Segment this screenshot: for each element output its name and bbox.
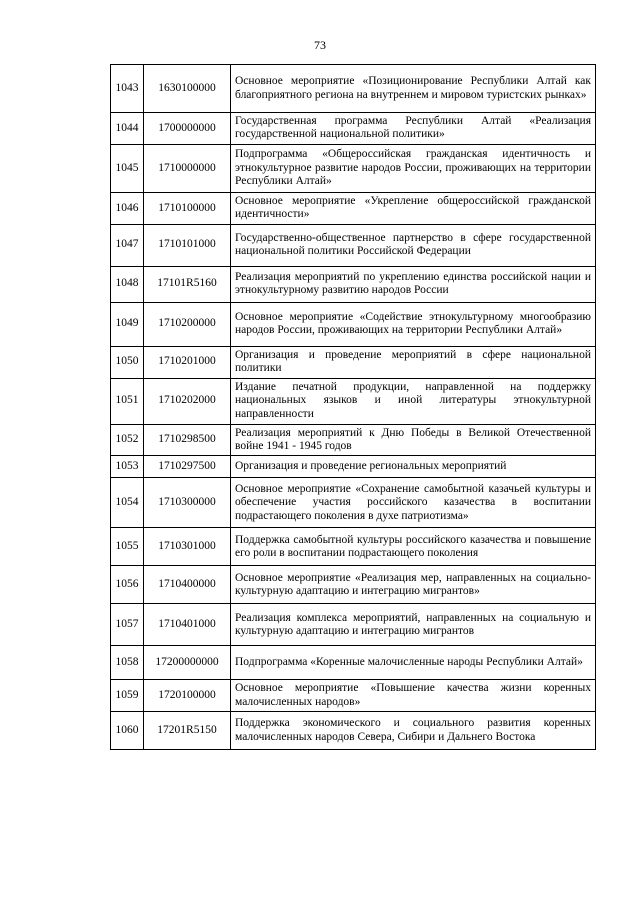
- classification-code: 1700000000: [144, 113, 231, 145]
- expenditure-name: Основное мероприятие «Содействие этнокультурному многообразию народов России, проживающих на территории Республики Алтай»: [231, 302, 596, 346]
- expenditure-name: Реализация мероприятий по укреплению единства российской нации и этнокультурному развитию народов России: [231, 266, 596, 302]
- table-row: [111, 604, 596, 646]
- table-row: [111, 646, 596, 680]
- table-row: [111, 266, 596, 302]
- row-number: 1049: [111, 302, 144, 346]
- classification-code: 17200000000: [144, 646, 231, 680]
- row-number: 1057: [111, 604, 144, 646]
- classification-code: 17101R5160: [144, 266, 231, 302]
- classification-code: 1710301000: [144, 528, 231, 566]
- table-row: [111, 424, 596, 456]
- row-number: 1052: [111, 424, 144, 456]
- table-row: [111, 302, 596, 346]
- table-row: [111, 144, 596, 192]
- expenditure-name: Основное мероприятие «Повышение качества жизни коренных малочисленных народов»: [231, 680, 596, 712]
- expenditure-name: Основное мероприятие «Укрепление общероссийской гражданской идентичности»: [231, 192, 596, 224]
- classification-code: 1710400000: [144, 566, 231, 604]
- table-row: [111, 113, 596, 145]
- expenditure-name: Основное мероприятие «Сохранение самобытной казачьей культуры и обеспечение участия российского казачества в воспитании подрастающего поколения в духе патриотизма»: [231, 478, 596, 528]
- row-number: 1056: [111, 566, 144, 604]
- table-row: [111, 224, 596, 266]
- row-number: 1055: [111, 528, 144, 566]
- expenditure-name: Основное мероприятие «Реализация мер, направленных на социально-культурную адаптацию и интеграцию мигрантов»: [231, 566, 596, 604]
- classification-code: 1710202000: [144, 378, 231, 424]
- row-number: 1050: [111, 346, 144, 378]
- table-row: [111, 566, 596, 604]
- table-row: [111, 192, 596, 224]
- classification-code: 1710201000: [144, 346, 231, 378]
- classification-code: 1710297500: [144, 456, 231, 478]
- expenditure-name: Государственно-общественное партнерство в сфере государственной национальной политики Российской Федерации: [231, 224, 596, 266]
- expenditure-name: Реализация мероприятий к Дню Победы в Великой Отечественной войне 1941 - 1945 годов: [231, 424, 596, 456]
- classification-code: 1720100000: [144, 680, 231, 712]
- table-row: [111, 378, 596, 424]
- classification-code: 17201R5150: [144, 712, 231, 750]
- table-body: [111, 65, 596, 750]
- expenditure-name: Подпрограмма «Коренные малочисленные народы Республики Алтай»: [231, 646, 596, 680]
- expenditure-name: Поддержка самобытной культуры российского казачества и повышение его роли в воспитании подрастающего поколения: [231, 528, 596, 566]
- row-number: 1048: [111, 266, 144, 302]
- expenditure-name: Государственная программа Республики Алтай «Реализация государственной национальной политики»: [231, 113, 596, 145]
- table-row: [111, 346, 596, 378]
- row-number: 1053: [111, 456, 144, 478]
- table-row: [111, 680, 596, 712]
- expenditure-name: Организация и проведение региональных мероприятий: [231, 456, 596, 478]
- classification-code: 1710298500: [144, 424, 231, 456]
- classification-code: 1710000000: [144, 144, 231, 192]
- row-number: 1058: [111, 646, 144, 680]
- table-row: [111, 478, 596, 528]
- row-number: 1044: [111, 113, 144, 145]
- expenditure-name: Издание печатной продукции, направленной на поддержку национальных языков и иной литературы этнокультурной направленности: [231, 378, 596, 424]
- expenditure-name: Подпрограмма «Общероссийская гражданская идентичность и этнокультурное развитие народов России, проживающих на территории Республики Алтай»: [231, 144, 596, 192]
- expenditure-name: Реализация комплекса мероприятий, направленных на социальную и культурную адаптацию и интеграцию мигрантов: [231, 604, 596, 646]
- classification-code: 1710401000: [144, 604, 231, 646]
- expenditure-name: Организация и проведение мероприятий в сфере национальной политики: [231, 346, 596, 378]
- page-number: 73: [314, 38, 326, 52]
- expenditure-name: Поддержка экономического и социального развития коренных малочисленных народов Севера, Сибири и Дальнего Востока: [231, 712, 596, 750]
- row-number: 1051: [111, 378, 144, 424]
- classification-code: 1710300000: [144, 478, 231, 528]
- row-number: 1059: [111, 680, 144, 712]
- row-number: 1054: [111, 478, 144, 528]
- budget-codes-table: [110, 64, 596, 750]
- table-row: [111, 456, 596, 478]
- table-row: [111, 528, 596, 566]
- row-number: 1045: [111, 144, 144, 192]
- row-number: 1046: [111, 192, 144, 224]
- row-number: 1060: [111, 712, 144, 750]
- row-number: 1047: [111, 224, 144, 266]
- row-number: 1043: [111, 65, 144, 113]
- table-row: [111, 712, 596, 750]
- expenditure-name: Основное мероприятие «Позиционирование Республики Алтай как благоприятного региона на внутреннем и мировом туристских рынках»: [231, 65, 596, 113]
- classification-code: 1710200000: [144, 302, 231, 346]
- classification-code: 1710100000: [144, 192, 231, 224]
- table-row: [111, 65, 596, 113]
- classification-code: 1630100000: [144, 65, 231, 113]
- classification-code: 1710101000: [144, 224, 231, 266]
